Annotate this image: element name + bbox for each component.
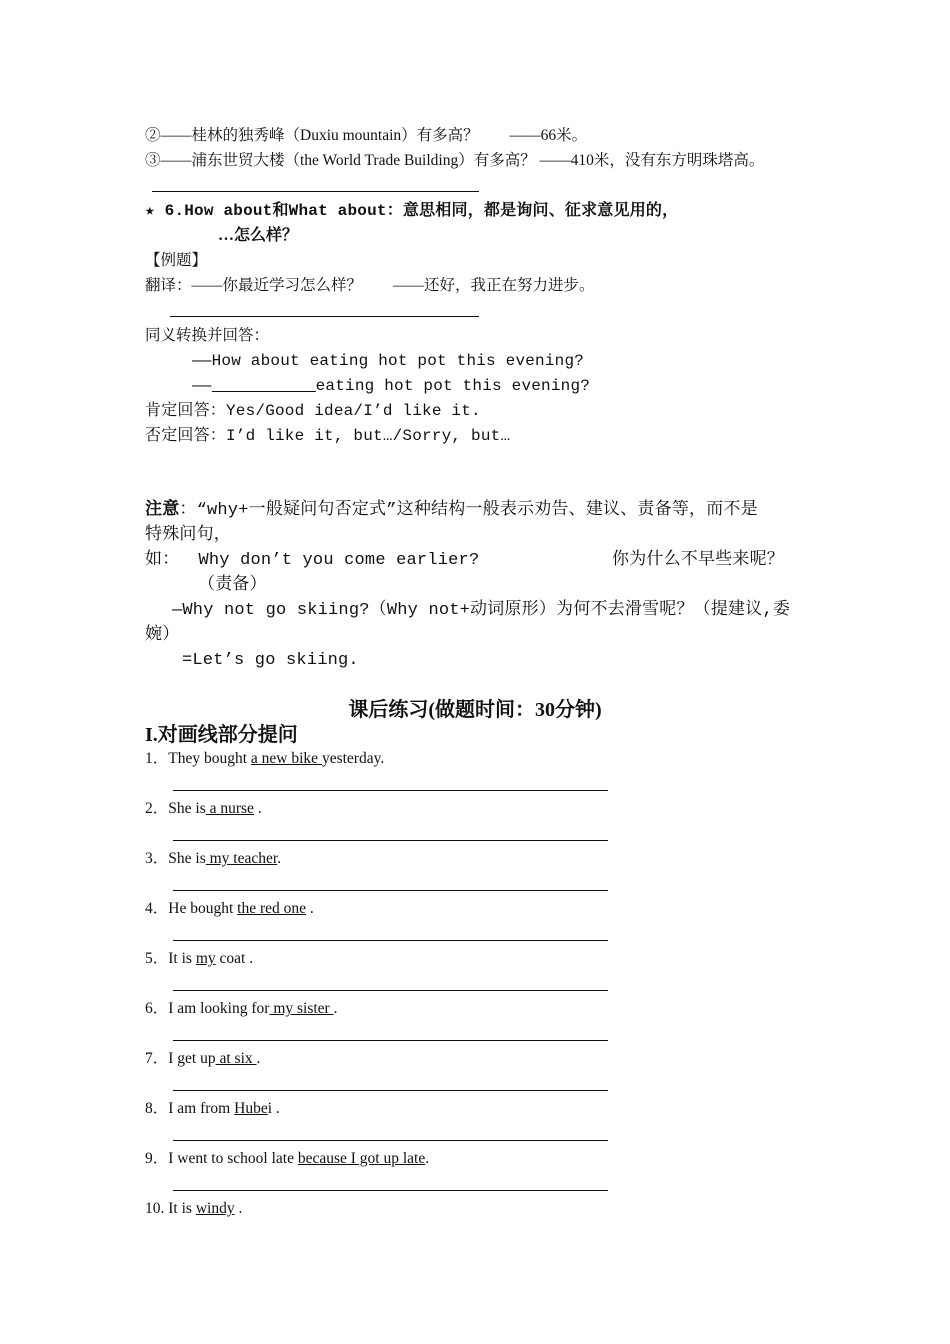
translate-line: 翻译：——你最近学习怎么样？ ——还好，我正在努力进步。 [145,277,595,294]
item-text: She is [168,800,206,817]
note-example-2: —Why not go skiing?（Why not+动词原形）为何不去滑雪呢？（提建议,委 [172,601,791,620]
item-text-end: . [253,800,262,817]
exercise-item [145,798,262,820]
item-text: I am looking for [168,1000,270,1017]
positive-answer: 肯定回答：Yes/Good idea/I’d like it. [145,402,481,420]
answer-line [170,316,479,317]
exercise-item [145,1098,280,1120]
exercise-item [145,948,253,970]
underlined-part: windy [195,1200,235,1217]
item-text-end: . [425,1150,430,1167]
item-text-end: . [277,850,282,867]
note-text: ：“why+一般疑问句否定式”这种结构一般表示劝告、建议、责备等，而不是 [179,501,758,520]
item-text: She is [168,850,206,867]
answer-line[interactable] [173,1090,608,1091]
underlined-part: Hube [234,1100,268,1117]
item-number: 7． [145,1050,169,1067]
answer-line[interactable] [173,940,608,941]
star-icon: ★ [145,202,155,220]
exercise-title: 课后练习(做题时间：30分钟) [348,699,602,721]
note-label: 注意 [145,501,180,520]
item-number: 10. [145,1200,169,1217]
exercise-item [145,1148,429,1170]
item-text-end: . [333,1000,338,1017]
item-text: It is [168,950,196,967]
underlined-part: a nurse [205,800,254,817]
point6-title [145,200,678,222]
item-text: I went to school late [168,1150,298,1167]
synonym-line-b [192,375,590,397]
item-number: 9． [145,1150,169,1167]
item-text: I get up [168,1050,216,1067]
answer-line[interactable] [173,790,608,791]
point6-title-text: 6.How about和What about：意思相同，都是询问、征求意见用的， [164,202,679,220]
exercise-item [145,1198,242,1220]
underlined-part: my teacher [205,850,278,867]
item-number: 6． [145,1000,169,1017]
item-number: 3． [145,850,169,867]
note-line-2: 特殊问句， [145,526,231,545]
item-number: 1． [145,750,169,767]
item-text-end: . [234,1200,243,1217]
underlined-part: my [195,950,216,967]
exercise-item [145,1048,260,1070]
point6-title-cont: …怎么样？ [218,227,299,244]
item-number: 4． [145,900,169,917]
note-example-1-tag: （责备） [198,576,267,595]
exercise-item [145,848,281,870]
question-line-2: ②——桂林的独秀峰（Duxiu mountain）有多高？ ——66米。 [145,127,588,144]
item-text-end: . [256,1050,261,1067]
item-number: 5． [145,950,169,967]
item-text-end: i . [267,1100,280,1117]
exercise-item [145,748,384,770]
underlined-part: because I got up late [297,1150,426,1167]
line-b-suffix: eating hot pot this evening? [315,377,591,395]
underlined-part: my sister [269,1000,334,1017]
underlined-part: at six [215,1050,257,1067]
item-text-end: coat . [215,950,254,967]
item-text: I am from [168,1100,235,1117]
underlined-part: the red one [237,900,307,917]
line-b-prefix: —— [192,377,212,395]
answer-line[interactable] [173,890,608,891]
note-example-3: =Let’s go skiing. [182,651,359,670]
negative-answer: 否定回答：I’d like it, but…/Sorry, but… [145,427,511,445]
item-number: 8． [145,1100,169,1117]
note-example-2-cont: 婉） [145,626,180,645]
answer-line[interactable] [173,1040,608,1041]
item-text: They bought [168,750,251,767]
question-line-3: ③——浦东世贸大楼（the World Trade Building）有多高？ ——410米，没有东方明珠塔高。 [145,152,765,169]
item-number: 2． [145,800,169,817]
exercise-item [145,898,314,920]
note-line-1 [145,500,758,522]
exercise-item [145,998,337,1020]
synonym-line-a: ——How about eating hot pot this evening? [192,352,585,370]
exercise-section: I.对画线部分提问 [145,724,298,746]
note-example-1: 如： Why don’t you come earlier? [145,551,480,570]
item-text: It is [168,1200,196,1217]
answer-line[interactable] [173,1190,608,1191]
answer-line [152,191,479,192]
answer-line[interactable] [173,990,608,991]
underlined-part: a new bike [250,750,322,767]
item-text-end: . [306,900,314,917]
note-example-1-cn: 你为什么不早些来呢？ [612,551,784,570]
synonym-label: 同义转换并回答： [145,327,270,344]
item-text: He bought [168,900,238,917]
answer-line[interactable] [173,1140,608,1141]
example-tag: 【例题】 [145,252,208,269]
item-text-end: yesterday. [321,750,385,767]
fill-blank[interactable] [212,377,316,392]
answer-line[interactable] [173,840,608,841]
